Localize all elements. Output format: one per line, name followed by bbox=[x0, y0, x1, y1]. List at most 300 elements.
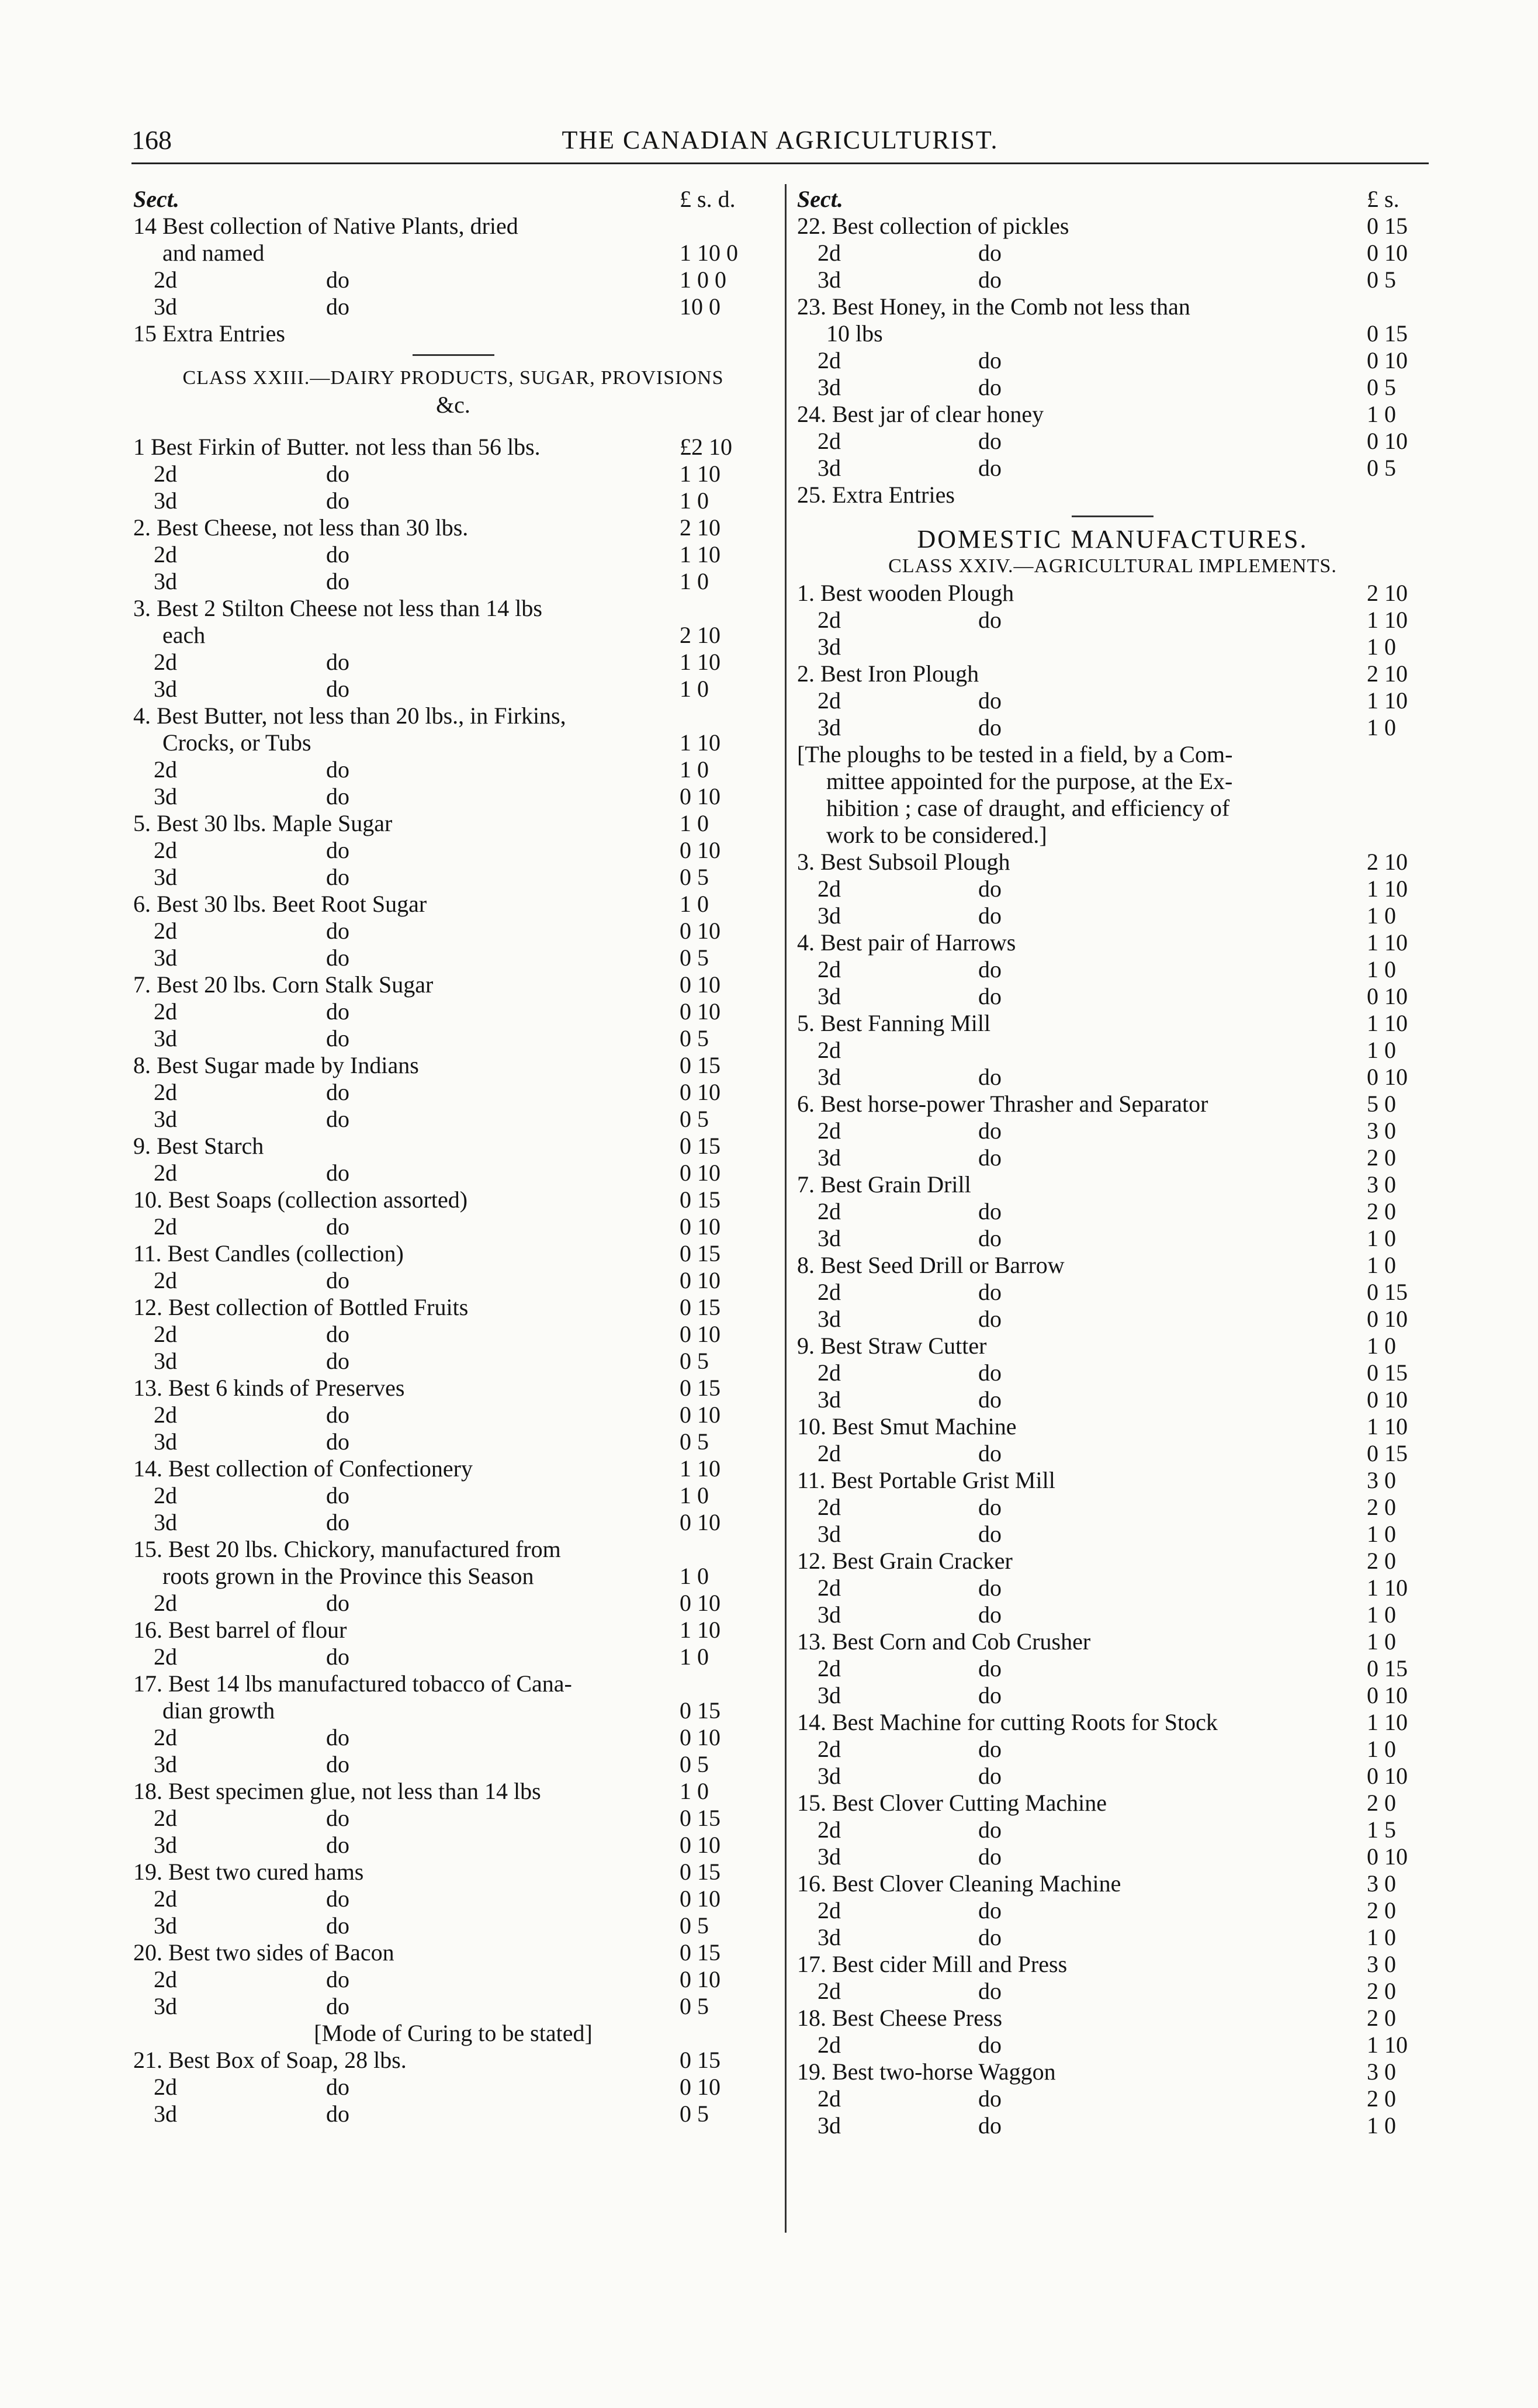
sub-prize-line bbox=[133, 2101, 773, 2127]
line-text: 2d bbox=[154, 461, 177, 487]
line-text: 2d bbox=[818, 347, 841, 373]
prize-amount: 0 10 bbox=[680, 1509, 720, 1535]
sub-prize-line bbox=[133, 1832, 773, 1859]
prize-entry bbox=[133, 1859, 773, 1885]
ditto-mark: do bbox=[326, 1213, 349, 1240]
ditto-mark: do bbox=[978, 876, 1002, 902]
prize-amount: 1 10 bbox=[1367, 687, 1408, 714]
line-text: 3d bbox=[154, 293, 177, 320]
line-text: 3d bbox=[154, 1348, 177, 1374]
sub-prize-line bbox=[797, 240, 1428, 267]
ditto-mark: do bbox=[978, 1575, 1002, 1601]
sub-prize-line bbox=[797, 956, 1428, 983]
prize-amount: 1 0 bbox=[1367, 1037, 1396, 1063]
line-text: 3. Best 2 Stilton Cheese not less than 14 lbs bbox=[133, 595, 542, 621]
ditto-mark: do bbox=[326, 1267, 349, 1293]
ditto-mark: do bbox=[978, 1978, 1002, 2004]
line-text: 2d bbox=[818, 876, 841, 902]
prize-entry bbox=[797, 1091, 1428, 1117]
prize-amount: 0 15 bbox=[680, 1133, 720, 1159]
line-text: 2d bbox=[818, 1978, 841, 2004]
prize-entry bbox=[797, 1951, 1428, 1978]
prize-amount: 0 15 bbox=[680, 1805, 720, 1831]
prize-amount: 2 0 bbox=[1367, 1198, 1396, 1224]
line-text: 3d bbox=[154, 568, 177, 594]
ditto-mark: do bbox=[326, 2101, 349, 2127]
line-text: 2d bbox=[154, 1160, 177, 1186]
prize-amount: 3 0 bbox=[1367, 2058, 1396, 2085]
prize-amount: 1 10 bbox=[1367, 929, 1408, 956]
entry-continuation bbox=[133, 1697, 773, 1724]
prize-amount: 0 10 bbox=[1367, 1682, 1408, 1708]
sub-prize-line bbox=[133, 1348, 773, 1375]
ditto-mark: do bbox=[978, 1763, 1002, 1789]
sub-prize-line bbox=[133, 783, 773, 810]
line-text: 9. Best Straw Cutter bbox=[797, 1333, 987, 1359]
prize-entry bbox=[133, 1133, 773, 1160]
prize-amount: 0 5 bbox=[680, 1993, 709, 2019]
prize-amount: 0 10 bbox=[680, 1590, 720, 1616]
line-text: 2d bbox=[154, 1644, 177, 1670]
sub-prize-line bbox=[797, 1843, 1428, 1870]
ditto-mark: do bbox=[978, 2112, 1002, 2139]
line-text: 2d bbox=[154, 756, 177, 783]
prize-amount: 0 10 bbox=[680, 918, 720, 944]
ditto-mark: do bbox=[326, 568, 349, 594]
line-text: 2d bbox=[154, 918, 177, 944]
prize-entry bbox=[797, 1548, 1428, 1575]
line-text: 3. Best Subsoil Plough bbox=[797, 849, 1010, 875]
ditto-mark: do bbox=[326, 541, 349, 568]
prize-amount: 1 0 bbox=[680, 487, 709, 514]
line-text: 2d bbox=[154, 1079, 177, 1105]
prize-entry bbox=[797, 1870, 1428, 1897]
prize-amount: 1 0 bbox=[680, 568, 709, 594]
sub-prize-line bbox=[133, 1402, 773, 1428]
ditto-mark: do bbox=[978, 1521, 1002, 1547]
prize-amount: 2 0 bbox=[1367, 1978, 1396, 2004]
prize-amount: 0 10 bbox=[680, 1724, 720, 1750]
prize-entry bbox=[797, 1252, 1428, 1279]
prize-entry bbox=[797, 660, 1428, 687]
prize-amount: 1 0 bbox=[680, 1644, 709, 1670]
line-text: 3d bbox=[154, 2101, 177, 2127]
prize-amount: 2 0 bbox=[1367, 2085, 1396, 2112]
prize-entry bbox=[133, 213, 773, 240]
line-text: 5. Best 30 lbs. Maple Sugar bbox=[133, 810, 393, 836]
ditto-mark: do bbox=[326, 1966, 349, 1992]
ditto-mark: do bbox=[978, 687, 1002, 714]
sub-prize-line bbox=[797, 876, 1428, 902]
sub-prize-line bbox=[133, 649, 773, 676]
line-text: 6. Best horse-power Thrasher and Separator bbox=[797, 1091, 1208, 1117]
prize-amount: 0 5 bbox=[680, 1912, 709, 1939]
line-text: 16. Best Clover Cleaning Machine bbox=[797, 1870, 1121, 1897]
prize-amount: 0 15 bbox=[1367, 1279, 1408, 1305]
prize-amount: 0 5 bbox=[680, 1751, 709, 1777]
sub-prize-line bbox=[133, 756, 773, 783]
line-text: roots grown in the Province this Season bbox=[162, 1563, 534, 1589]
prize-amount: 1 0 bbox=[1367, 1628, 1396, 1655]
line-text: 2d bbox=[818, 1198, 841, 1224]
prize-entry bbox=[797, 580, 1428, 607]
ditto-mark: do bbox=[978, 1279, 1002, 1305]
line-text: 9. Best Starch bbox=[133, 1133, 264, 1159]
sub-prize-line bbox=[133, 837, 773, 864]
ditto-mark: do bbox=[326, 1160, 349, 1186]
prize-amount: 2 0 bbox=[1367, 1790, 1396, 1816]
line-text: 17. Best 14 lbs manufactured tobacco of Cana- bbox=[133, 1670, 572, 1697]
note-text bbox=[797, 768, 1428, 795]
prize-entry bbox=[797, 213, 1428, 240]
prize-amount: 2 0 bbox=[1367, 1494, 1396, 1520]
entry-continuation bbox=[133, 240, 773, 267]
sub-prize-line bbox=[797, 1064, 1428, 1091]
sub-prize-line bbox=[133, 1993, 773, 2020]
line-text: 2d bbox=[154, 267, 177, 293]
prize-amount: 0 10 bbox=[680, 837, 720, 863]
line-text: 3d bbox=[154, 783, 177, 809]
line-text: mittee appointed for the purpose, at the Ex- bbox=[826, 768, 1233, 794]
prize-entry bbox=[133, 1455, 773, 1482]
line-text: 6. Best 30 lbs. Beet Root Sugar bbox=[133, 891, 427, 917]
line-text: 3d bbox=[154, 1912, 177, 1939]
line-text: 2d bbox=[818, 1897, 841, 1923]
line-text: 3d bbox=[154, 1751, 177, 1777]
sub-prize-line bbox=[133, 864, 773, 891]
line-text: 25. Extra Entries bbox=[797, 482, 955, 508]
prize-amount: 0 15 bbox=[680, 1859, 720, 1885]
sub-prize-line bbox=[797, 1386, 1428, 1413]
prize-amount: 0 10 bbox=[680, 971, 720, 998]
prize-entry bbox=[133, 434, 773, 461]
sub-prize-line bbox=[133, 1106, 773, 1133]
prize-amount: 0 15 bbox=[680, 2047, 720, 2073]
prize-amount: 0 10 bbox=[680, 1213, 720, 1240]
line-text: hibition ; case of draught, and efficiency of bbox=[826, 795, 1230, 821]
line-text: 3d bbox=[818, 1064, 841, 1090]
sub-prize-line bbox=[797, 2032, 1428, 2058]
sub-prize-line bbox=[133, 461, 773, 487]
sub-prize-line bbox=[797, 634, 1428, 660]
ditto-mark: do bbox=[978, 1494, 1002, 1520]
prize-amount: 1 10 bbox=[1367, 607, 1408, 633]
ditto-mark: do bbox=[978, 1225, 1002, 1251]
prize-amount: 0 15 bbox=[680, 1240, 720, 1267]
line-text: 2d bbox=[818, 2032, 841, 2058]
ditto-mark: do bbox=[978, 1924, 1002, 1950]
ditto-mark: do bbox=[326, 1644, 349, 1670]
header-rule bbox=[131, 162, 1429, 164]
line-text: 24. Best jar of clear honey bbox=[797, 401, 1044, 427]
right-column bbox=[797, 186, 1428, 2139]
line-text: 3d bbox=[818, 1601, 841, 1628]
prize-amount: 1 0 bbox=[1367, 1521, 1396, 1547]
ditto-mark: do bbox=[978, 374, 1002, 400]
prize-entry bbox=[797, 1171, 1428, 1198]
prize-amount: 1 10 bbox=[680, 729, 720, 756]
prize-amount: £2 10 bbox=[680, 434, 732, 460]
line-text: CLASS XXIV.—AGRICULTURAL IMPLEMENTS. bbox=[888, 555, 1337, 577]
line-text: 3d bbox=[154, 1832, 177, 1858]
ditto-mark: do bbox=[326, 1832, 349, 1858]
sub-prize-line bbox=[797, 1306, 1428, 1333]
prize-entry bbox=[797, 1010, 1428, 1037]
prize-amount: 0 5 bbox=[1367, 455, 1396, 481]
prize-entry bbox=[797, 2058, 1428, 2085]
section-heading bbox=[797, 526, 1428, 553]
line-text: each bbox=[162, 622, 206, 648]
ditto-mark: do bbox=[326, 487, 349, 514]
sub-prize-line bbox=[797, 374, 1428, 401]
prize-entry bbox=[797, 2005, 1428, 2032]
line-text: 2d bbox=[818, 1359, 841, 1386]
ditto-mark: do bbox=[978, 956, 1002, 982]
line-text: 12. Best Grain Cracker bbox=[797, 1548, 1013, 1574]
prize-amount: 1 0 bbox=[1367, 956, 1396, 982]
ditto-mark: do bbox=[326, 1751, 349, 1777]
prize-amount: 2 10 bbox=[680, 514, 720, 541]
prize-amount: 0 5 bbox=[680, 1348, 709, 1374]
line-text: 19. Best two-horse Waggon bbox=[797, 2058, 1056, 2085]
line-text: 3d bbox=[154, 1993, 177, 2019]
sub-prize-line bbox=[133, 1321, 773, 1348]
sub-prize-line bbox=[797, 1763, 1428, 1790]
line-text: 3d bbox=[818, 1763, 841, 1789]
line-text: 15. Best 20 lbs. Chickory, manufactured from bbox=[133, 1536, 561, 1562]
section-rule bbox=[133, 347, 773, 365]
prize-entry bbox=[797, 293, 1428, 320]
prize-entry bbox=[133, 595, 773, 622]
prize-amount: 1 0 bbox=[680, 756, 709, 783]
class-heading bbox=[797, 553, 1428, 580]
prize-amount: 1 10 bbox=[680, 541, 720, 568]
ditto-mark: do bbox=[326, 1482, 349, 1509]
line-text: 22. Best collection of pickles bbox=[797, 213, 1069, 239]
prize-amount: 0 15 bbox=[1367, 1655, 1408, 1682]
prize-entry bbox=[133, 1186, 773, 1213]
line-text: [The ploughs to be tested in a field, by a Com- bbox=[797, 741, 1233, 767]
prize-amount: 2 10 bbox=[1367, 849, 1408, 875]
line-text: &c. bbox=[436, 392, 470, 418]
line-text: [Mode of Curing to be stated] bbox=[314, 2020, 593, 2046]
ditto-mark: do bbox=[978, 1736, 1002, 1762]
prize-amount: 1 0 bbox=[1367, 1225, 1396, 1251]
ditto-mark: do bbox=[326, 1590, 349, 1616]
line-text: 2d bbox=[154, 1213, 177, 1240]
ditto-mark: do bbox=[978, 1144, 1002, 1171]
line-text: 14. Best Machine for cutting Roots for Stock bbox=[797, 1709, 1218, 1735]
prize-amount: 2 10 bbox=[1367, 580, 1408, 606]
prize-amount: 1 10 bbox=[1367, 1010, 1408, 1036]
line-text: 2d bbox=[818, 1117, 841, 1144]
line-text: 2d bbox=[154, 1966, 177, 1992]
sub-prize-line bbox=[133, 1805, 773, 1832]
prize-amount: 0 15 bbox=[1367, 213, 1408, 239]
line-text: 10. Best Soaps (collection assorted) bbox=[133, 1186, 468, 1213]
sub-prize-line bbox=[797, 1037, 1428, 1064]
entry-continuation bbox=[133, 729, 773, 756]
prize-entry bbox=[797, 1628, 1428, 1655]
ditto-mark: do bbox=[978, 1198, 1002, 1224]
ditto-mark: do bbox=[978, 1655, 1002, 1682]
line-text: 19. Best two cured hams bbox=[133, 1859, 364, 1885]
sub-prize-line bbox=[133, 1267, 773, 1294]
prize-amount: 0 5 bbox=[680, 1025, 709, 1051]
ditto-mark: do bbox=[326, 837, 349, 863]
sub-prize-line bbox=[797, 1978, 1428, 2005]
line-text: 2d bbox=[818, 240, 841, 266]
sub-prize-line bbox=[133, 1079, 773, 1106]
prize-amount: 0 15 bbox=[1367, 1440, 1408, 1466]
sub-prize-line bbox=[133, 541, 773, 568]
prize-entry bbox=[797, 401, 1428, 428]
prize-amount: £ s. d. bbox=[680, 186, 736, 212]
ditto-mark: do bbox=[978, 1601, 1002, 1628]
ditto-mark: do bbox=[326, 864, 349, 890]
line-text: 21. Best Box of Soap, 28 lbs. bbox=[133, 2047, 407, 2073]
prize-amount: 0 10 bbox=[680, 1832, 720, 1858]
ditto-mark: do bbox=[978, 607, 1002, 633]
ditto-mark: do bbox=[978, 1897, 1002, 1923]
line-text: 2d bbox=[154, 1885, 177, 1912]
sub-prize-line bbox=[133, 2074, 773, 2101]
line-text: 3d bbox=[818, 1521, 841, 1547]
rule-line bbox=[413, 354, 494, 356]
ditto-mark: do bbox=[978, 1064, 1002, 1090]
prize-amount: 1 0 0 bbox=[680, 267, 726, 293]
prize-entry bbox=[133, 1939, 773, 1966]
line-text: 2d bbox=[154, 1724, 177, 1750]
prize-amount: 0 10 bbox=[680, 2074, 720, 2100]
prize-amount: 1 0 bbox=[1367, 1252, 1396, 1278]
ditto-mark: do bbox=[326, 756, 349, 783]
line-text: 10. Best Smut Machine bbox=[797, 1413, 1017, 1440]
sub-prize-line bbox=[797, 428, 1428, 455]
line-text: dian growth bbox=[162, 1697, 275, 1724]
prize-amount: 1 10 bbox=[680, 1455, 720, 1482]
ditto-mark: do bbox=[326, 1912, 349, 1939]
prize-amount: 0 15 bbox=[680, 1375, 720, 1401]
prize-amount: 1 0 bbox=[1367, 1736, 1396, 1762]
prize-amount: 1 0 bbox=[1367, 714, 1396, 741]
entry-continuation bbox=[133, 1563, 773, 1590]
ditto-mark: do bbox=[326, 1509, 349, 1535]
prize-amount: 2 10 bbox=[680, 622, 720, 648]
line-text: 2. Best Cheese, not less than 30 lbs. bbox=[133, 514, 469, 541]
prize-entry bbox=[133, 971, 773, 998]
prize-entry bbox=[133, 1536, 773, 1563]
prize-amount: 0 15 bbox=[680, 1939, 720, 1966]
prize-amount: 1 0 bbox=[1367, 401, 1396, 427]
sub-prize-line bbox=[133, 998, 773, 1025]
prize-amount: 3 0 bbox=[1367, 1117, 1396, 1144]
prize-amount: 0 10 bbox=[680, 783, 720, 809]
prize-entry bbox=[797, 1333, 1428, 1359]
line-text: 1. Best wooden Plough bbox=[797, 580, 1014, 606]
sub-prize-line bbox=[133, 1025, 773, 1052]
prize-amount: 0 15 bbox=[680, 1052, 720, 1078]
prize-amount: 0 10 bbox=[1367, 428, 1408, 454]
line-text: 2d bbox=[154, 1805, 177, 1831]
ditto-mark: do bbox=[978, 983, 1002, 1009]
prize-entry bbox=[133, 1778, 773, 1805]
ditto-mark: do bbox=[978, 714, 1002, 741]
ditto-mark: do bbox=[978, 240, 1002, 266]
prize-amount: 1 0 bbox=[1367, 1601, 1396, 1628]
line-text: 2d bbox=[154, 837, 177, 863]
prize-amount: 0 10 bbox=[1367, 1843, 1408, 1870]
ditto-mark: do bbox=[326, 1805, 349, 1831]
prize-amount: 1 10 0 bbox=[680, 240, 738, 266]
note-text bbox=[797, 822, 1428, 849]
prize-amount: 0 5 bbox=[680, 2101, 709, 2127]
ditto-mark: do bbox=[978, 2032, 1002, 2058]
prize-amount: 1 0 bbox=[680, 891, 709, 917]
line-text: and named bbox=[162, 240, 265, 266]
sub-prize-line bbox=[797, 1897, 1428, 1924]
line-text: 2d bbox=[154, 1482, 177, 1509]
sub-prize-line bbox=[797, 1682, 1428, 1709]
prize-amount: 1 0 bbox=[680, 810, 709, 836]
prize-amount: 1 10 bbox=[680, 1617, 720, 1643]
sub-prize-line bbox=[133, 944, 773, 971]
line-text: 15. Best Clover Cutting Machine bbox=[797, 1790, 1107, 1816]
line-text: 3d bbox=[818, 902, 841, 929]
line-text: 1 Best Firkin of Butter. not less than 56 lbs. bbox=[133, 434, 541, 460]
prize-amount: 0 10 bbox=[1367, 1763, 1408, 1789]
prize-amount: 1 0 bbox=[1367, 634, 1396, 660]
ditto-mark: do bbox=[978, 1843, 1002, 1870]
line-text: 14 Best collection of Native Plants, dried bbox=[133, 213, 518, 239]
line-text: 3d bbox=[818, 1306, 841, 1332]
sub-prize-line bbox=[797, 267, 1428, 293]
prize-entry bbox=[797, 1413, 1428, 1440]
line-text: 15 Extra Entries bbox=[133, 320, 285, 347]
sub-prize-line bbox=[797, 1198, 1428, 1225]
prize-amount: 2 0 bbox=[1367, 2005, 1396, 2031]
line-text: 3d bbox=[818, 1386, 841, 1413]
line-text: DOMESTIC MANUFACTURES. bbox=[917, 525, 1308, 553]
prize-amount: 0 5 bbox=[1367, 374, 1396, 400]
prize-entry bbox=[133, 810, 773, 837]
sub-prize-line bbox=[133, 1751, 773, 1778]
ditto-mark: do bbox=[978, 902, 1002, 929]
line-text: 2d bbox=[818, 956, 841, 982]
sub-prize-line bbox=[797, 1817, 1428, 1843]
sub-prize-line bbox=[797, 983, 1428, 1010]
entry-continuation bbox=[133, 622, 773, 649]
ditto-mark: do bbox=[326, 1106, 349, 1132]
line-text: Sect. bbox=[133, 186, 179, 212]
prize-amount: 0 10 bbox=[680, 1079, 720, 1105]
prize-amount: 1 0 bbox=[680, 1778, 709, 1804]
ditto-mark: do bbox=[326, 1079, 349, 1105]
prize-amount: 3 0 bbox=[1367, 1467, 1396, 1493]
prize-entry bbox=[797, 482, 1428, 508]
ditto-mark: do bbox=[326, 944, 349, 971]
line-text: 2d bbox=[154, 998, 177, 1025]
sub-prize-line bbox=[797, 1575, 1428, 1601]
ditto-mark: do bbox=[978, 1306, 1002, 1332]
ditto-mark: do bbox=[326, 783, 349, 809]
sub-prize-line bbox=[797, 2112, 1428, 2139]
ditto-mark: do bbox=[978, 1117, 1002, 1144]
line-text: 3d bbox=[818, 983, 841, 1009]
line-text: 2d bbox=[154, 1590, 177, 1616]
prize-amount: 0 15 bbox=[680, 1697, 720, 1724]
line-text: CLASS XXIII.—DAIRY PRODUCTS, SUGAR, PROVISIONS bbox=[182, 367, 724, 389]
